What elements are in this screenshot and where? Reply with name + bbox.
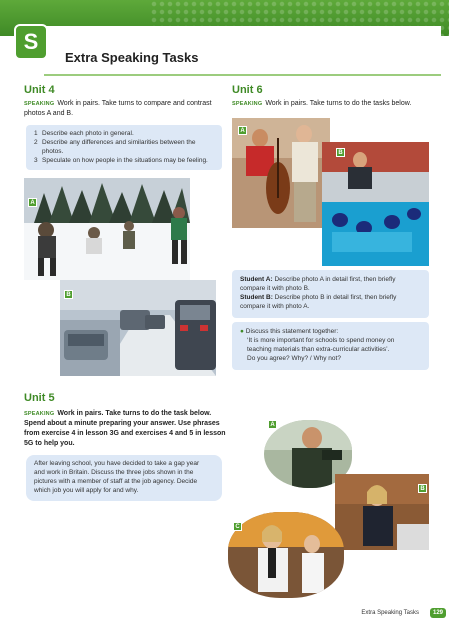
unit5-task-l3: pictures with a member of staff at the job agency. Decide	[34, 478, 198, 485]
student-b-text-l2: compare it with photo A.	[240, 303, 310, 310]
photo-label: A	[238, 126, 247, 135]
discuss-l4: Do you agree? Why? / Why not?	[247, 355, 341, 362]
unit6-photo-a	[232, 118, 330, 228]
unit5-heading: Unit 5	[24, 392, 55, 404]
unit6-discuss-panel	[232, 322, 429, 370]
footer-section-name: Extra Speaking Tasks	[361, 610, 419, 616]
unit5-task-l1: After leaving school, you have decided to take a gap year	[34, 460, 200, 467]
discuss-l1: ● Discuss this statement together:	[240, 328, 339, 335]
list-item: photos.	[42, 148, 64, 155]
unit5-instruction-l4: 5G to help you.	[24, 440, 75, 447]
list-item: 2 Describe any differences and similarities between the	[34, 139, 196, 146]
discuss-l2: ‘It is more important for schools to spend money on	[247, 337, 395, 344]
unit4-photo-a	[24, 178, 190, 280]
student-b-text: Student B: Describe photo B in detail first, then briefly	[240, 294, 397, 301]
photo-label: A	[28, 198, 37, 207]
unit5-task-l4: which job you will apply for and why.	[34, 487, 139, 494]
unit5-task-l2: and work in Britain. Discuss the three jobs shown in the	[34, 469, 194, 476]
speaking-keyword: SPEAKING	[24, 411, 55, 417]
page-header	[0, 0, 449, 75]
unit6-heading: Unit 6	[232, 84, 263, 96]
student-a-text: Student A: Describe photo A in detail first, then briefly	[240, 276, 396, 283]
unit4-instruction	[24, 99, 212, 109]
unit5-instruction-l2: Spend about a minute preparing your answer. Use phrases	[24, 420, 220, 427]
photo-label: B	[418, 484, 427, 493]
photo-label: C	[233, 522, 242, 531]
header-divider	[44, 74, 441, 76]
swimming-image	[322, 142, 429, 266]
photo-label: B	[336, 148, 345, 157]
snow-scene-image	[24, 178, 190, 280]
discuss-l3: teaching materials than extra-curricular activities’.	[247, 346, 390, 353]
receptionist-image	[335, 474, 429, 550]
photo-label: B	[64, 290, 73, 299]
page-title: Extra Speaking Tasks	[65, 50, 199, 65]
page-number: 129	[430, 608, 446, 618]
list-item: 1 Describe each photo in general.	[34, 130, 134, 137]
unit5-instruction-l3: from exercise 4 in lesson 3G and exercises 4 and 5 in lesson	[24, 430, 226, 437]
unit4-photo-b	[60, 280, 216, 376]
unit6-instruction: SPEAKING Work in pairs. Take turns to do the tasks below.	[232, 100, 412, 107]
unit4-steps	[34, 129, 214, 165]
unit6-students-panel	[232, 270, 429, 318]
traffic-scene-image	[60, 280, 216, 376]
unit4-steps-panel	[26, 125, 222, 170]
speaking-keyword: SPEAKING	[24, 101, 55, 107]
unit4-instruction-l2: photos A and B.	[24, 110, 74, 117]
unit5-task-panel	[26, 455, 222, 501]
unit5-photo-b	[335, 474, 429, 550]
unit4-instruction-l1: Work in pairs. Take turns to compare and contrast	[57, 100, 212, 107]
speaking-keyword: SPEAKING	[232, 101, 263, 107]
unit5-photo-c	[228, 512, 344, 598]
list-item: 3 Speculate on how people in the situations may be feeling.	[34, 157, 208, 164]
unit6-photo-b	[322, 142, 429, 266]
section-badge: S	[14, 24, 48, 60]
waitress-image	[228, 512, 344, 598]
student-a-text-l2: compare it with photo B.	[240, 285, 310, 292]
photo-label: A	[268, 420, 277, 429]
unit4-heading: Unit 4	[24, 84, 55, 96]
unit5-instruction-l1: SPEAKING Work in pairs. Take turns to do the task below.	[24, 410, 212, 417]
